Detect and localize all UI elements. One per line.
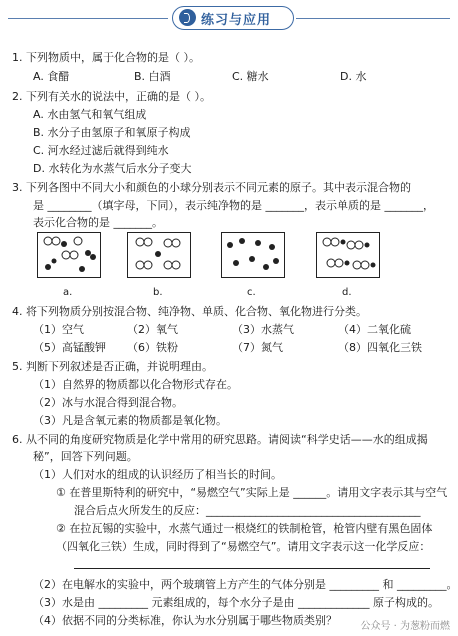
q4-item-7: （7）氮气 — [232, 341, 283, 354]
particles-d-svg — [317, 233, 379, 277]
q5-item-3: （3）凡是含氧元素的物质都是氧化物。 — [33, 414, 227, 427]
q6-part-1b-line-1: ② 在拉瓦锡的实验中，水蒸气通过一根烧红的铁制枪管，枪管内壁有黑色固体 — [56, 522, 433, 535]
particle-diagram-c — [221, 232, 285, 278]
particles-b-svg — [128, 233, 190, 277]
particles-c-svg — [222, 233, 284, 277]
q6-line-1: 6. 从不同的角度研究物质是化学中常用的研究思路。请阅读“科学史话——水的组成揭 — [12, 433, 428, 446]
q4-item-2: （2）氧气 — [127, 323, 178, 336]
q2-option-b: B. 水分子由氢原子和氧原子构成 — [33, 126, 191, 139]
q6-part-4: （4）依据不同的分类标准，你认为水分别属于哪些物质类别？ — [33, 614, 337, 627]
q2-option-a: A. 水由氢气和氧气组成 — [33, 108, 147, 121]
q1-option-a: A. 食醋 — [33, 70, 70, 83]
q4-item-1: （1）空气 — [33, 323, 84, 336]
q1-option-d: D. 水 — [340, 70, 367, 83]
q6-line-2: 秘”，回答下列问题。 — [33, 450, 138, 463]
diagram-label-d: d. — [342, 287, 352, 298]
particles-a-svg — [38, 233, 100, 277]
q5-item-1: （1）自然界的物质都以化合物形式存在。 — [33, 378, 238, 391]
particle-diagram-d — [316, 232, 380, 278]
q4-item-6: （6）铁粉 — [127, 341, 178, 354]
section-header — [0, 0, 458, 40]
section-title: 练习与应用 — [201, 13, 272, 28]
particle-diagram-a — [37, 232, 101, 278]
q6-part-1b-line-2: （四氧化三铁）生成，同时得到了“易燃空气”。请用文字表示这一化学反应： — [56, 540, 431, 553]
q2-stem: 2. 下列有关水的说法中，正确的是（ ）。 — [12, 90, 211, 103]
q4-item-3: （3）水蒸气 — [232, 323, 294, 336]
answer-blank-line — [74, 568, 430, 569]
q3-line-3: 表示化合物的是 _______。 — [33, 216, 163, 229]
diagram-label-b: b. — [153, 287, 163, 298]
chemistry-logo-icon — [179, 9, 196, 26]
q3-line-1: 3. 下列各图中不同大小和颜色的小球分别表示不同元素的原子。其中表示混合物的 — [12, 181, 411, 194]
q4-item-5: （5）高锰酸钾 — [33, 341, 106, 354]
q3-line-2: 是 ________（填字母，下同），表示纯净物的是 _______，表示单质的是 _______， — [33, 199, 434, 212]
q5-item-2: （2）冰与水混合得到混合物。 — [33, 396, 183, 409]
q6-part-1a-line-1: ① 在普里斯特利的研究中，“易燃空气”实际上是 ______。请用文字表示其与空气 — [56, 486, 448, 499]
diagram-label-c: c. — [247, 287, 256, 298]
header-rule-right — [296, 18, 450, 19]
q6-part-1a-line-2: 混合后点火所发生的反应：_______________________________________ — [74, 504, 421, 517]
q5-stem: 5. 判断下列叙述是否正确，并说明理由。 — [12, 360, 213, 373]
watermark: 公众号 · 为葱粉而燃 — [360, 621, 450, 632]
q2-option-d: D. 水转化为水蒸气后水分子变大 — [33, 162, 192, 175]
q1-option-b: B. 白酒 — [134, 70, 171, 83]
q4-item-4: （4）二氧化硫 — [338, 323, 411, 336]
header-badge — [172, 6, 294, 30]
diagram-label-a: a. — [63, 287, 73, 298]
q6-part-3: （3）水是由 _________ 元素组成的，每个水分子是由 _____________ 原子构成的。 — [33, 596, 439, 609]
q2-option-c: C. 河水经过滤后就得到纯水 — [33, 144, 169, 157]
particle-diagram-b — [127, 232, 191, 278]
q4-stem: 4. 将下列物质分别按混合物、纯净物、单质、化合物、氧化物进行分类。 — [12, 305, 367, 318]
q1-option-c: C. 糖水 — [232, 70, 269, 83]
q6-part-1: （1）人们对水的组成的认识经历了相当长的时间。 — [33, 468, 282, 481]
q6-part-2: （2）在电解水的实验中，两个玻璃管上方产生的气体分别是 _________ 和 _________。 — [33, 578, 458, 591]
q4-item-8: （8）四氧化三铁 — [338, 341, 422, 354]
q1-stem: 1. 下列物质中，属于化合物的是（ ）。 — [12, 51, 200, 64]
header-rule-left — [8, 18, 168, 19]
